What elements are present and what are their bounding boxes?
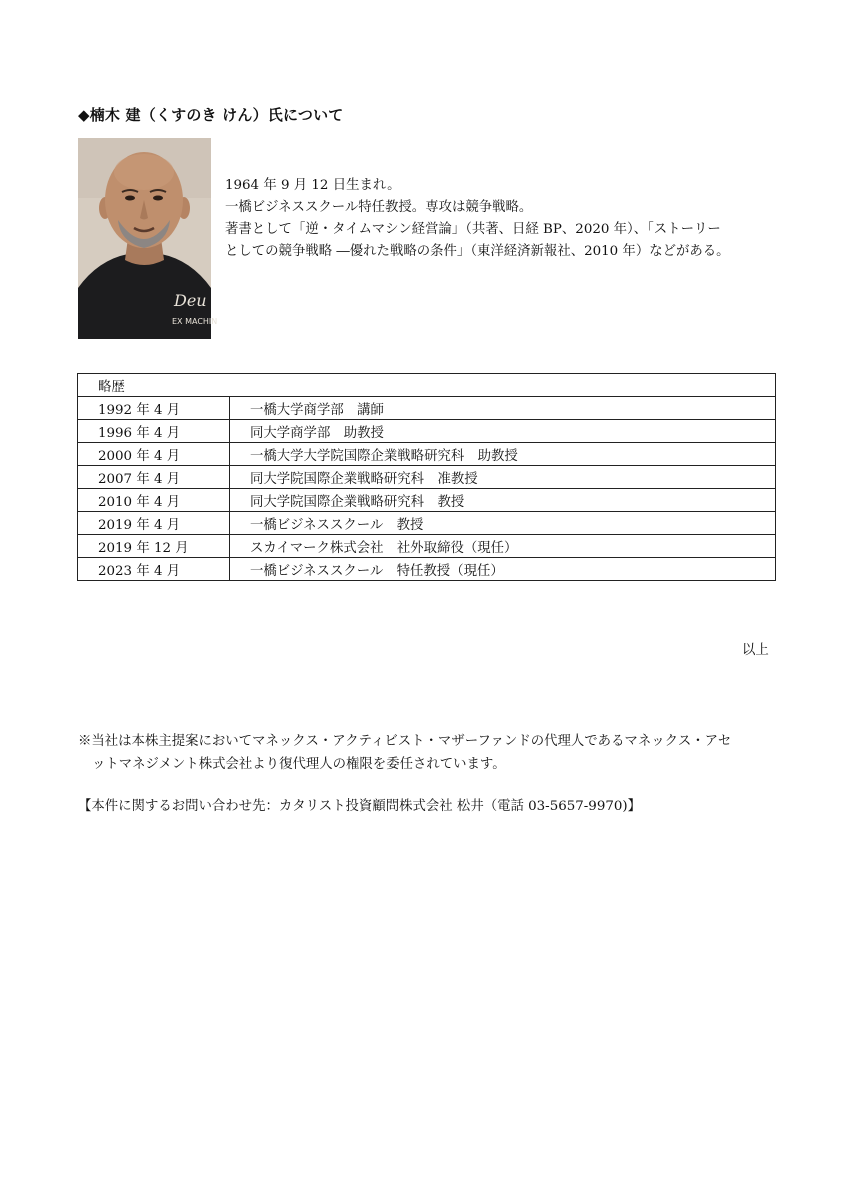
career-date: 1992 年 4 月 [78, 397, 230, 420]
table-row [78, 558, 776, 581]
career-date: 2007 年 4 月 [78, 466, 230, 489]
career-description: 一橋大学商学部 講師 [230, 397, 776, 420]
career-date: 1996 年 4 月 [78, 420, 230, 443]
career-date: 2019 年 4 月 [78, 512, 230, 535]
career-header-row [78, 374, 776, 397]
section-heading: ◆楠木 建（くすのき けん）氏について [78, 106, 344, 124]
career-header: 略歴 [78, 374, 776, 397]
note-line-1: ※当社は本株主提案においてマネックス・アクティビスト・マザーファンドの代理人であるマネックス・アセ [78, 734, 732, 749]
career-description: 同大学院国際企業戦略研究科 教授 [230, 489, 776, 512]
career-date: 2023 年 4 月 [78, 558, 230, 581]
portrait-photo [78, 138, 218, 339]
bio-books-line-1: 著書として「逆・タイムマシン経営論」（共著、日経 BP、2020 年）、「ストーリー [225, 222, 721, 237]
career-date: 2010 年 4 月 [78, 489, 230, 512]
biography [225, 175, 785, 263]
career-description: 同大学院国際企業戦略研究科 准教授 [230, 466, 776, 489]
table-row [78, 397, 776, 420]
career-description: 一橋ビジネススクール 特任教授（現任） [230, 558, 776, 581]
bio-books-line-2: としての競争戦略 ―優れた戦略の条件」（東洋経済新報社、2010 年）などがある。 [225, 244, 730, 259]
svg-text:Deu: Deu [174, 291, 207, 310]
career-table [77, 373, 776, 581]
career-description: スカイマーク株式会社 社外取締役（現任） [230, 535, 776, 558]
table-row [78, 512, 776, 535]
svg-text:EX MACHIN: EX MACHIN [172, 317, 218, 326]
table-row [78, 535, 776, 558]
career-date: 2000 年 4 月 [78, 443, 230, 466]
disclaimer-note [78, 730, 731, 776]
bio-birthdate: 1964 年 9 月 12 日生まれ。 [225, 178, 401, 193]
table-row [78, 489, 776, 512]
table-row [78, 443, 776, 466]
closing-mark: 以上 [742, 643, 769, 658]
note-line-2: ットマネジメント株式会社より復代理人の権限を委任されています。 [92, 757, 506, 772]
table-row [78, 420, 776, 443]
career-date: 2019 年 12 月 [78, 535, 230, 558]
table-row [78, 466, 776, 489]
career-description: 同大学商学部 助教授 [230, 420, 776, 443]
career-description: 一橋大学大学院国際企業戦略研究科 助教授 [230, 443, 776, 466]
bio-position: 一橋ビジネススクール特任教授。専攻は競争戦略。 [225, 200, 533, 215]
contact-info: 【本件に関するお問い合わせ先：カタリスト投資顧問株式会社 松井（電話 03-5657-9970)】 [78, 799, 641, 814]
career-description: 一橋ビジネススクール 教授 [230, 512, 776, 535]
